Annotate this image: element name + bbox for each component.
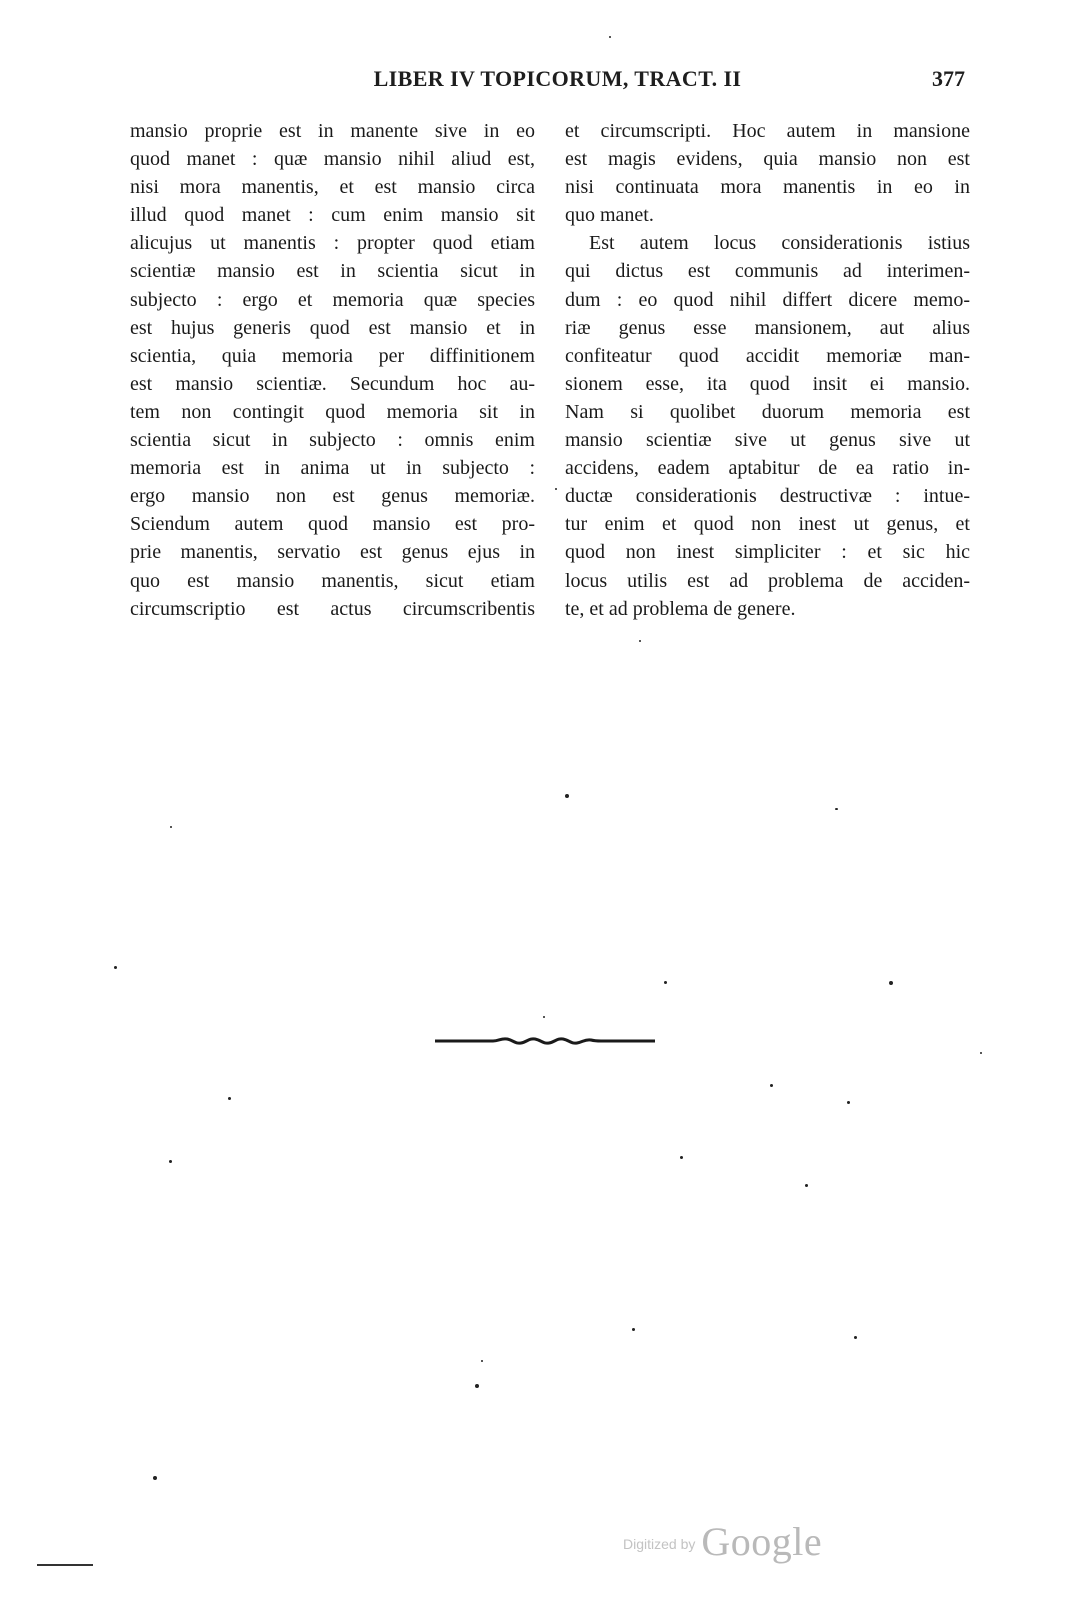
text-line: alicujus ut manentis : propter quod etiam: [130, 232, 535, 255]
ink-speck: [680, 1156, 683, 1159]
text-line: scientiæ mansio est in scientia sicut in: [130, 260, 535, 283]
text-line: qui dictus est communis ad interimen-: [565, 260, 970, 283]
ink-speck: [565, 794, 569, 798]
text-line: scientia sicut in subjecto : omnis enim: [130, 429, 535, 452]
text-line: quod non inest simpliciter : et sic hic: [565, 541, 970, 564]
text-line: tem non contingit quod memoria sit in: [130, 400, 535, 423]
text-line: memoria est in anima ut in subjecto :: [130, 457, 535, 480]
running-title: LIBER IV TOPICORUM, TRACT. II: [373, 66, 742, 91]
text-line: mansio proprie est in manente sive in eo: [130, 120, 535, 142]
text-line: Sciendum autem quod mansio est pro-: [130, 513, 535, 536]
left-text-column: [130, 117, 535, 623]
text-line: est mansio scientiæ. Secundum hoc au-: [130, 372, 535, 395]
text-line: locus utilis est ad problema de acciden-: [565, 569, 970, 592]
watermark-prefix: Digitized by: [623, 1536, 696, 1552]
ink-speck: [114, 966, 117, 969]
ink-speck: [555, 488, 557, 490]
ink-speck: [632, 1328, 635, 1331]
ink-speck: [543, 1016, 545, 1018]
ink-speck: [664, 981, 667, 984]
right-text-column: [565, 117, 970, 623]
text-line: nisi continuata mora manentis in eo in: [565, 176, 970, 199]
ink-speck: [805, 1184, 808, 1187]
text-line: tur enim et quod non inest ut genus, et: [565, 513, 970, 536]
text-line: confiteatur quod accidit memoriæ man-: [565, 344, 970, 367]
ink-speck: [170, 826, 172, 828]
end-ornament: [435, 1034, 655, 1048]
ink-speck: [475, 1384, 479, 1388]
ink-speck: [639, 640, 641, 642]
text-line: ergo mansio non est genus memoriæ.: [130, 485, 535, 508]
ink-speck: [980, 1052, 982, 1054]
text-line: quod manet : quæ mansio nihil aliud est,: [130, 148, 535, 171]
text-line: subjecto : ergo et memoria quæ species: [130, 288, 535, 311]
ink-speck: [169, 1160, 172, 1163]
text-line: sionem esse, ita quod insit ei mansio.: [565, 372, 970, 395]
text-line: nisi mora manentis, et est mansio circa: [130, 176, 535, 199]
text-line: est hujus generis quod est mansio et in: [130, 316, 535, 339]
text-line: ductæ considerationis destructivæ : intue-: [565, 485, 970, 508]
ink-speck: [228, 1097, 231, 1100]
text-line: circumscriptio est actus circumscribentis: [130, 597, 535, 620]
ink-speck: [153, 1476, 157, 1480]
corner-rule-mark: [37, 1564, 93, 1566]
ink-speck: [889, 981, 893, 985]
page-number: 377: [932, 66, 965, 91]
text-line: scientia, quia memoria per diffinitionem: [130, 344, 535, 367]
text-line: dum : eo quod nihil differt dicere memo-: [565, 288, 970, 311]
text-line: prie manentis, servatio est genus ejus in: [130, 541, 535, 564]
ink-speck: [854, 1336, 857, 1339]
watermark-brand: Google: [701, 1519, 823, 1564]
paragraph-start-line: Est autem locus considerationis istius: [589, 232, 970, 255]
ink-speck: [835, 808, 838, 810]
text-line: quo est mansio manentis, sicut etiam: [130, 569, 535, 592]
ink-speck: [481, 1360, 483, 1362]
ink-speck: [847, 1101, 850, 1104]
text-line: est magis evidens, quia mansio non est: [565, 148, 970, 171]
text-line: Nam si quolibet duorum memoria est: [565, 400, 970, 423]
text-line: riæ genus esse mansionem, aut alius: [565, 316, 970, 339]
ink-speck: [609, 36, 611, 38]
digitization-watermark: [623, 1518, 822, 1565]
ink-speck: [770, 1084, 773, 1087]
text-line: et circumscripti. Hoc autem in mansione: [565, 120, 970, 142]
text-line: te, et ad problema de genere.: [565, 597, 796, 620]
text-line: quo manet.: [565, 204, 654, 227]
text-line: mansio scientiæ sive ut genus sive ut: [565, 429, 970, 452]
text-line: accidens, eadem aptabitur de ea ratio in-: [565, 457, 970, 480]
text-line: illud quod manet : cum enim mansio sit: [130, 204, 535, 227]
